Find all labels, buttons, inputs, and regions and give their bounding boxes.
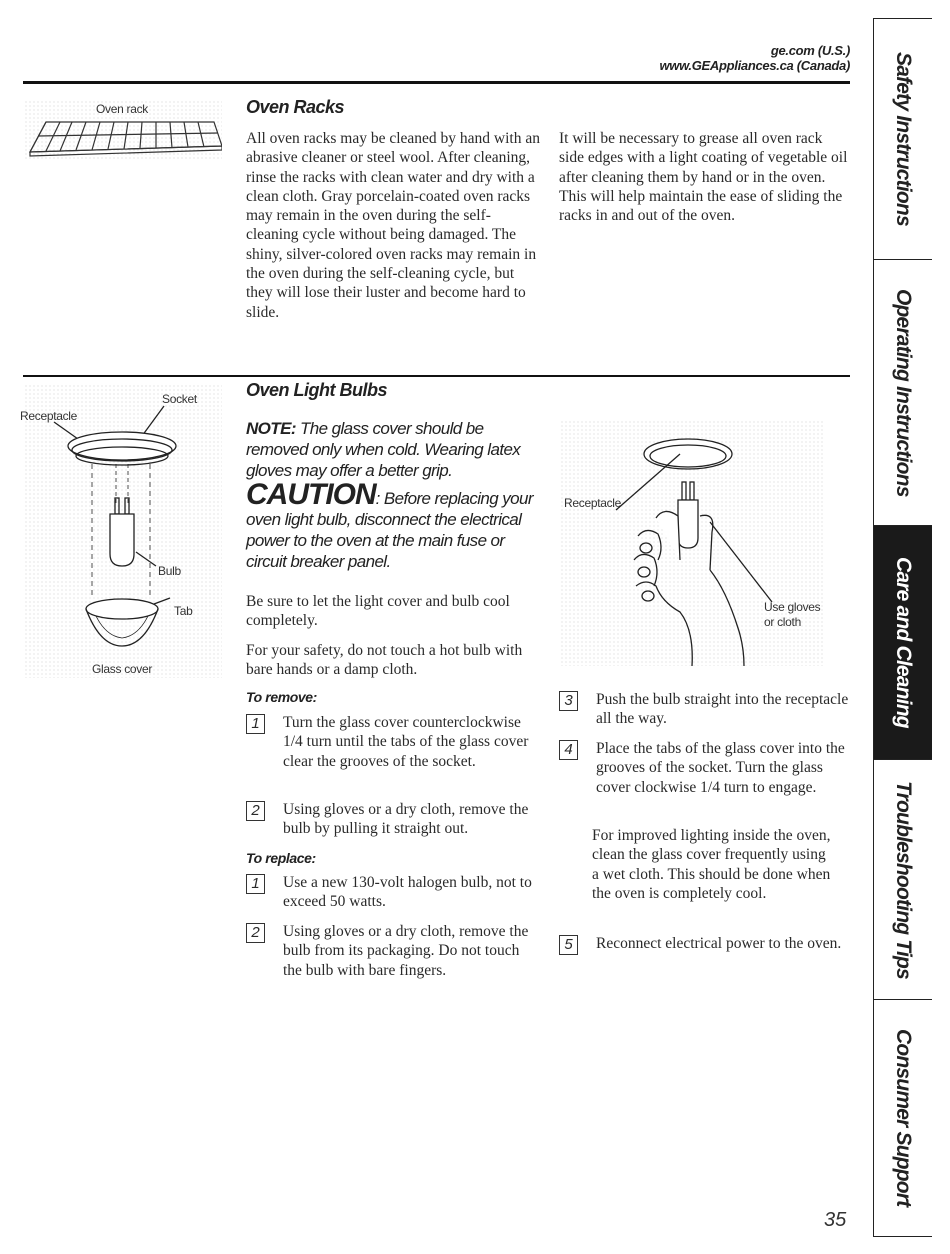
- step-text: Push the bulb straight into the receptacle all the way.: [596, 691, 849, 728]
- tab-label: Operating Instructions: [892, 288, 915, 497]
- remove-step-2: [246, 800, 536, 839]
- tab-care-and-cleaning[interactable]: [874, 526, 932, 760]
- glass-cover-label: Glass cover: [92, 662, 153, 676]
- step-number: 2: [246, 923, 265, 943]
- oven-racks-text-col2: It will be necessary to grease all oven rack side edges with a light coating of vegetable oil after cleaning them by hand or in the oven. This will help maintain the ease of sliding the racks in and out of the oven.: [559, 130, 848, 225]
- step-4: [559, 739, 851, 797]
- caution-word: CAUTION: [246, 478, 376, 511]
- tab-label: Care and Cleaning: [892, 557, 915, 728]
- oven-racks-title: Oven Racks: [246, 97, 345, 117]
- header-links: [659, 43, 850, 73]
- step-text: Turn the glass cover counterclockwise 1/4 turn until the tabs of the glass cover clear the grooves of the socket.: [283, 714, 529, 770]
- step-text: Reconnect electrical power to the oven.: [596, 935, 842, 952]
- remove-step-1: [246, 713, 536, 771]
- replace-title: To replace:: [246, 850, 316, 866]
- header-rule: [23, 81, 850, 84]
- oven-rack-label: Oven rack: [96, 102, 148, 116]
- bulb-install-figure: [560, 420, 824, 666]
- step-text: Place the tabs of the glass cover into the grooves of the socket. Turn the glass cover clockwise 1/4 turn to engage.: [596, 740, 845, 796]
- page-number: 35: [824, 1209, 847, 1231]
- tab-troubleshooting-tips[interactable]: [874, 760, 932, 1000]
- replace-step-1: [246, 873, 536, 912]
- receptacle-label: Receptacle: [20, 409, 78, 423]
- replace-step-2: [246, 922, 536, 980]
- cleaning-paragraph: For improved lighting inside the oven, clean the glass cover frequently using a wet cloth. This should be done when the oven is completely cool.: [592, 827, 831, 902]
- step-number: 1: [246, 714, 265, 734]
- oven-rack-figure: [24, 100, 222, 160]
- tab-consumer-support[interactable]: [874, 1000, 932, 1236]
- caution-text: : Before replacing your oven light bulb, disconnect the electrical power to the oven at the main fuse or circuit breaker panel.: [246, 489, 533, 571]
- caution-block: [246, 478, 542, 572]
- step-3: [559, 690, 851, 729]
- tab-safety-instructions[interactable]: [874, 19, 932, 260]
- step-text: Using gloves or a dry cloth, remove the bulb from its packaging. Do not touch the bulb with bare fingers.: [283, 923, 529, 979]
- step-number: 1: [246, 874, 265, 894]
- socket-label: Socket: [162, 392, 197, 406]
- bulb-label: Bulb: [158, 564, 181, 578]
- tab-label: Safety Instructions: [892, 52, 915, 226]
- light-socket-figure: [20, 384, 222, 678]
- use-gloves-label: Use gloves or cloth: [764, 600, 821, 629]
- tab-label: Tab: [174, 604, 193, 618]
- tab-label: Troubleshooting Tips: [892, 780, 915, 979]
- step-number: 4: [559, 740, 578, 760]
- note-label: NOTE:: [246, 419, 296, 438]
- step-text: Use a new 130-volt halogen bulb, not to exceed 50 watts.: [283, 874, 532, 911]
- step-number: 3: [559, 691, 578, 711]
- oven-light-title: Oven Light Bulbs: [246, 380, 388, 400]
- oven-racks-text-col1: All oven racks may be cleaned by hand with an abrasive cleaner or steel wool. After cleaning, rinse the racks with clean water and dry with a clean cloth. Gray porcelain-coated oven racks may remain in the oven during the self-cleaning cycle without being damaged. The shiny, silver-colored oven racks may remain in the oven during the self-cleaning cycle, but they will lose their luster and become hard to slide.: [246, 130, 540, 321]
- remove-title: To remove:: [246, 689, 317, 705]
- tab-operating-instructions[interactable]: [874, 260, 932, 526]
- hand-bulb-illustration: [560, 420, 824, 666]
- tab-label: Consumer Support: [892, 1029, 915, 1207]
- safety-paragraph: For your safety, do not touch a hot bulb with bare hands or a damp cloth.: [246, 642, 523, 679]
- step-5: [559, 934, 851, 955]
- section-rule: [23, 375, 850, 377]
- note-text: The glass cover should be removed only when cold. Wearing latex gloves may offer a better grip.: [246, 419, 521, 480]
- step-text: Using gloves or a dry cloth, remove the bulb by pulling it straight out.: [283, 801, 529, 838]
- section-sidebar: [873, 18, 932, 1237]
- oven-rack-illustration: [24, 116, 222, 160]
- receptacle-label-right: Receptacle: [564, 496, 622, 510]
- cool-paragraph: Be sure to let the light cover and bulb cool completely.: [246, 593, 510, 630]
- step-number: 5: [559, 935, 578, 955]
- socket-bulb-cover-illustration: [24, 384, 222, 678]
- note-block: [246, 418, 538, 481]
- link-us[interactable]: ge.com (U.S.): [770, 43, 850, 58]
- step-number: 2: [246, 801, 265, 821]
- link-canada[interactable]: www.GEAppliances.ca (Canada): [659, 58, 850, 73]
